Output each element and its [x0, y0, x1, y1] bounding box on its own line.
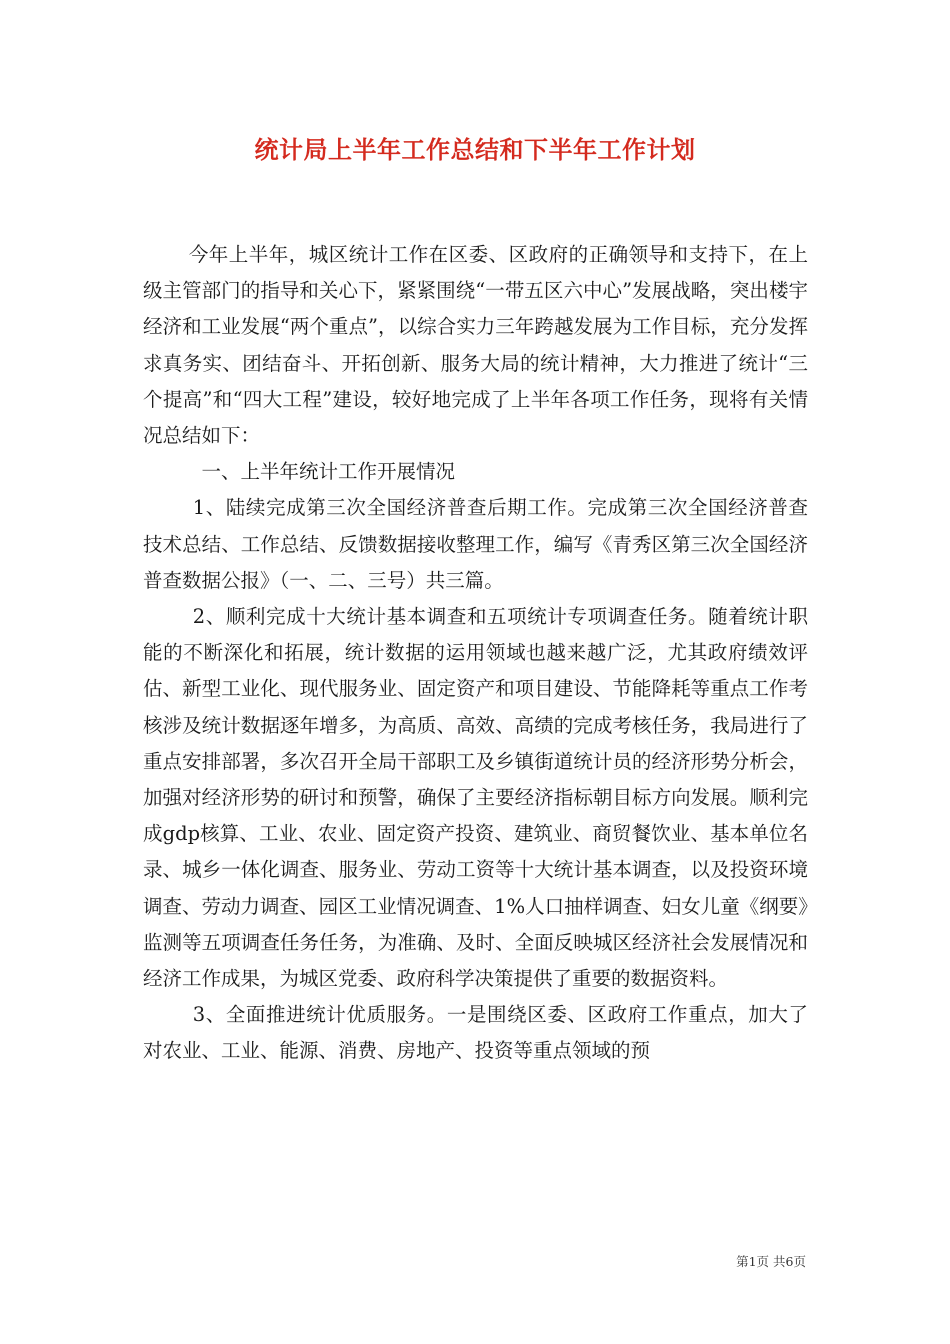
- paragraph-item-3: 3、全面推进统计优质服务。一是围绕区委、区政府工作重点，加大了对农业、工业、能源、消费、房地产、投资等重点领域的预: [143, 1003, 808, 1063]
- paragraph-item-1: 1、陆续完成第三次全国经济普查后期工作。完成第三次全国经济普查技术总结、工作总结、反馈数据接收整理工作，编写《青秀区第三次全国经济普查数据公报》（一、二、三号）共三篇。: [143, 496, 808, 592]
- document-title: 统计局上半年工作总结和下半年工作计划: [254, 135, 696, 164]
- document-body: [143, 237, 808, 1070]
- page-number: 第1页 共6页: [736, 1254, 806, 1269]
- paragraph-intro: 今年上半年，城区统计工作在区委、区政府的正确领导和支持下，在上级主管部门的指导和关心下，紧紧围绕“一带五区六中心”发展战略，突出楼宇经济和工业发展“两个重点”，以综合实力三年跨越发展为工作目标，充分发挥求真务实、团结奋斗、开拓创新、服务大局的统计精神，大力推进了统计“三个提高”和“四大工程”建设，较好地完成了上半年各项工作任务，现将有关情况总结如下：: [143, 243, 808, 448]
- paragraph-item-2: 2、顺利完成十大统计基本调查和五项统计专项调查任务。随着统计职能的不断深化和拓展，统计数据的运用领域也越来越广泛，尤其政府绩效评估、新型工业化、现代服务业、固定资产和项目建设、节能降耗等重点工作考核涉及统计数据逐年增多，为高质、高效、高绩的完成考核任务，我局进行了重点安排部署，多次召开全局干部职工及乡镇街道统计员的经济形势分析会，加强对经济形势的研讨和预警，确保了主要经济指标朝目标方向发展。顺利完成gdp核算、工业、农业、固定资产投资、建筑业、商贸餐饮业、基本单位名录、城乡一体化调查、服务业、劳动工资等十大统计基本调查，以及投资环境调查、劳动力调查、园区工业情况调查、1%人口抽样调查、妇女儿童《纲要》监测等五项调查任务任务，为准确、及时、全面反映城区经济社会发展情况和经济工作成果，为城区党委、政府科学决策提供了重要的数据资料。: [143, 605, 808, 991]
- section-heading-1: 一、上半年统计工作开展情况: [201, 460, 456, 484]
